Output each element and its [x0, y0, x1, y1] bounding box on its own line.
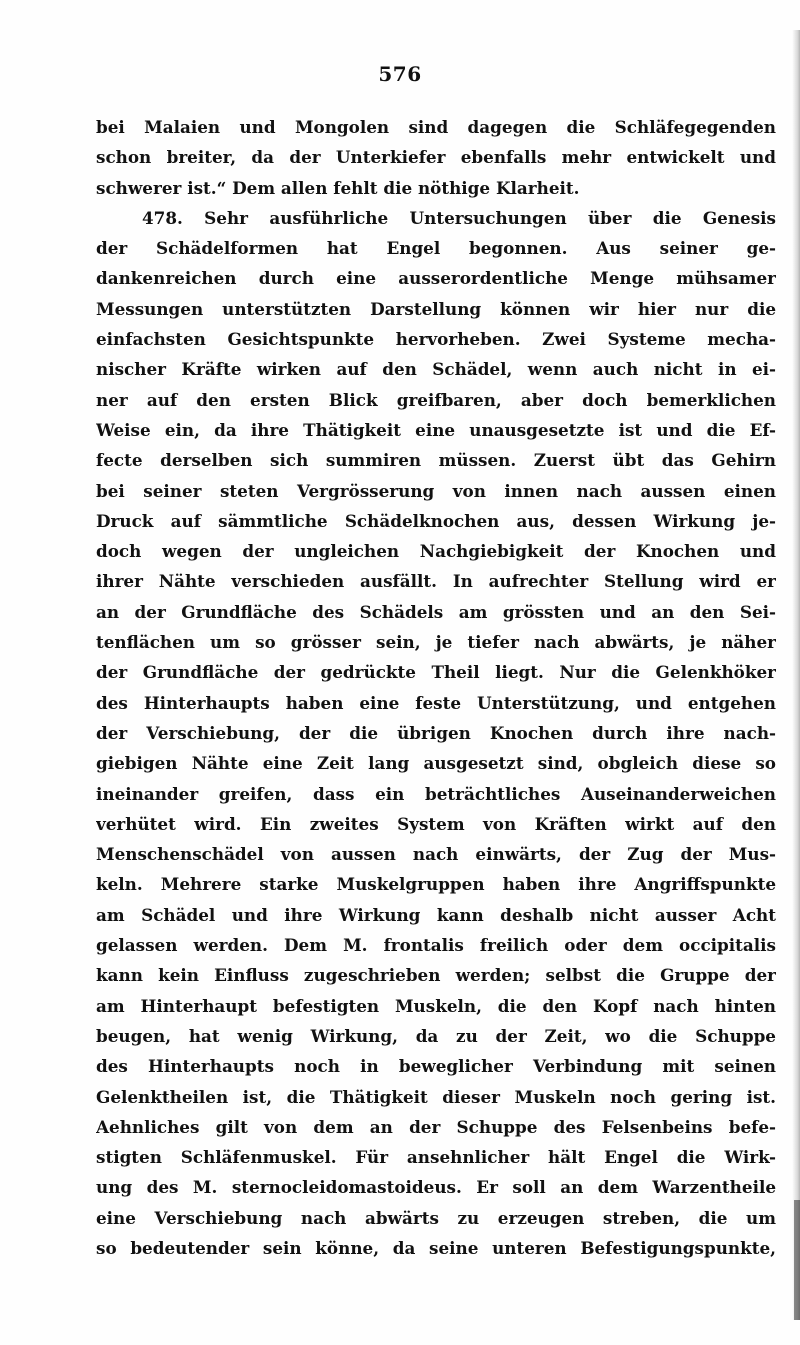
text-line: des Hinterhaupts haben eine feste Unterstützung, und entgehen [96, 692, 776, 713]
text-line: schwerer ist.“ Dem allen fehlt die nöthige Klarheit. [96, 177, 580, 198]
text-line: der Verschiebung, der die übrigen Knochen durch ihre nach- [96, 722, 776, 743]
text-line: tenflächen um so grösser sein, je tiefer nach abwärts, je näher [96, 632, 776, 653]
text-line: Messungen unterstützten Darstellung können wir hier nur die [96, 298, 776, 319]
text-line: Menschenschädel von aussen nach einwärts, der Zug der Mus- [96, 844, 776, 865]
text-line: giebigen Nähte eine Zeit lang ausgesetzt sind, obgleich diese so [96, 753, 776, 774]
text-line: doch wegen der ungleichen Nachgiebigkeit der Knochen und [96, 541, 776, 562]
text-line: der Schädelformen hat Engel begonnen. Aus seiner ge- [96, 238, 776, 259]
text-line: Aehnliches gilt von dem an der Schuppe des Felsenbeins befe- [96, 1116, 776, 1137]
text-line: am Schädel und ihre Wirkung kann deshalb nicht ausser Acht [96, 904, 776, 925]
text-line: Weise ein, da ihre Thätigkeit eine unausgesetzte ist und die Ef- [96, 419, 776, 440]
page-number: 576 [378, 62, 422, 86]
text-line: Druck auf sämmtliche Schädelknochen aus, dessen Wirkung je- [96, 510, 776, 531]
text-line: bei Malaien und Mongolen sind dagegen die Schläfegegenden [96, 117, 776, 137]
text-line: dankenreichen durch eine ausserordentliche Menge mühsamer [96, 268, 776, 289]
text-line: der Grundfläche der gedrückte Theil liegt. Nur die Gelenkhöker [96, 662, 776, 683]
text-line: am Hinterhaupt befestigten Muskeln, die den Kopf nach hinten [96, 995, 776, 1016]
text-line: gelassen werden. Dem M. frontalis freilich oder dem occipitalis [96, 935, 776, 956]
text-line: ihrer Nähte verschieden ausfällt. In aufrechter Stellung wird er [96, 571, 776, 592]
body-text [96, 112, 776, 1263]
text-line: an der Grundfläche des Schädels am grössten und an den Sei- [96, 601, 776, 622]
text-line: schon breiter, da der Unterkiefer ebenfalls mehr entwickelt und [96, 147, 776, 168]
text-line: verhütet wird. Ein zweites System von Kräften wirkt auf den [96, 813, 776, 834]
page-edge-dark-mark [794, 1200, 800, 1320]
text-line: Gelenktheilen ist, die Thätigkeit dieser Muskeln noch gering ist. [96, 1086, 776, 1107]
text-line: ineinander greifen, dass ein beträchtliches Auseinanderweichen [96, 783, 776, 804]
text-line: ung des M. sternocleidomastoideus. Er soll an dem Warzentheile [96, 1177, 776, 1198]
text-line: des Hinterhaupts noch in beweglicher Verbindung mit seinen [96, 1056, 776, 1077]
text-line: bei seiner steten Vergrösserung von innen nach aussen einen [96, 480, 776, 501]
text-line: so bedeutender sein könne, da seine unteren Befestigungspunkte, [96, 1237, 776, 1258]
text-line: fecte derselben sich summiren müssen. Zuerst übt das Gehirn [96, 450, 776, 471]
text-line: einfachsten Gesichtspunkte hervorheben. Zwei Systeme mecha- [96, 329, 776, 350]
page-edge-shadow [792, 30, 800, 1320]
text-line: keln. Mehrere starke Muskelgruppen haben ihre Angriffspunkte [96, 874, 776, 895]
section-start-line: 478. Sehr ausführliche Untersuchungen über die Genesis [142, 207, 776, 228]
text-line: beugen, hat wenig Wirkung, da zu der Zeit, wo die Schuppe [96, 1025, 776, 1046]
text-line: nischer Kräfte wirken auf den Schädel, wenn auch nicht in ei- [96, 359, 776, 380]
text-line: ner auf den ersten Blick greifbaren, aber doch bemerklichen [96, 389, 776, 410]
text-line: eine Verschiebung nach abwärts zu erzeugen streben, die um [96, 1207, 776, 1228]
text-line: stigten Schläfenmuskel. Für ansehnlicher hält Engel die Wirk- [96, 1147, 776, 1168]
text-line: kann kein Einfluss zugeschrieben werden; selbst die Gruppe der [96, 965, 776, 986]
